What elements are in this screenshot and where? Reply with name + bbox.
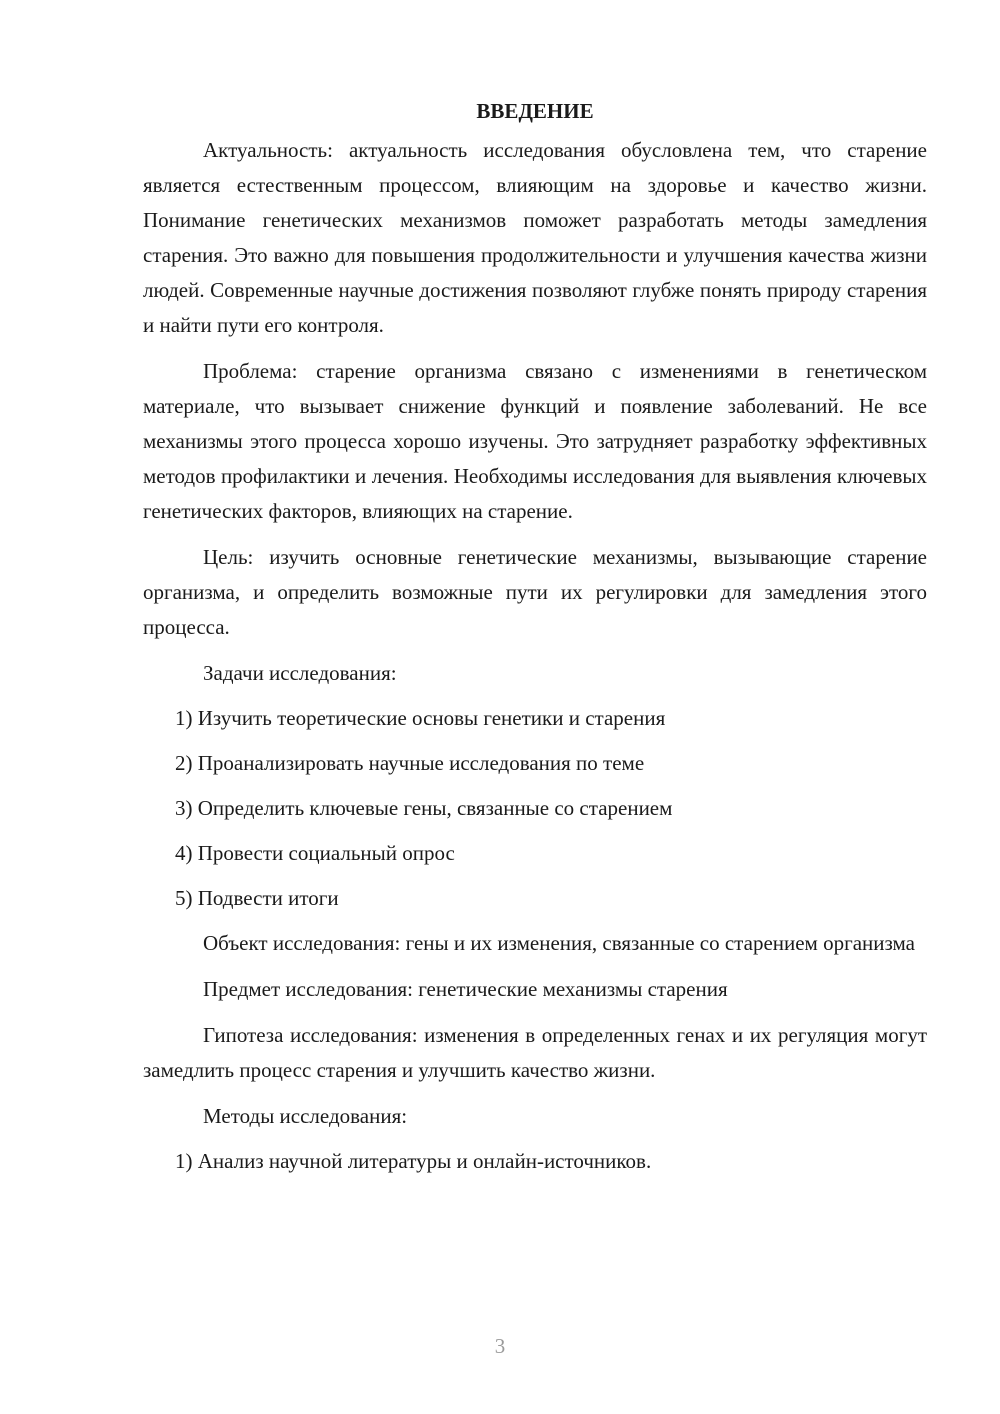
- relevance-paragraph: Актуальность: актуальность исследования обусловлена тем, что старение является естественным процессом, влияющим на здоровье и качество жизни. Понимание генетических механизмов поможет разработать методы замедления старения. Это важно для повышения продолжительности и улучшения качества жизни людей. Современные научные достижения позволяют глубже понять природу старения и найти пути его контроля.: [143, 138, 927, 337]
- task-item: 5) Подвести итоги: [175, 886, 339, 910]
- document-page: [143, 98, 927, 1189]
- task-item: 2) Проанализировать научные исследования по теме: [175, 751, 645, 775]
- goal-paragraph: Цель: изучить основные генетические механизмы, вызывающие старение организма, и определить возможные пути их регулировки для замедления этого процесса.: [143, 545, 927, 639]
- task-item: 3) Определить ключевые гены, связанные со старением: [175, 796, 673, 820]
- problem-paragraph: Проблема: старение организма связано с изменениями в генетическом материале, что вызывает снижение функций и появление заболеваний. Не все механизмы этого процесса хорошо изучены. Это затрудняет разработку эффективных методов профилактики и лечения. Необходимы исследования для выявления ключевых генетических факторов, влияющих на старение.: [143, 359, 927, 523]
- tasks-list: [143, 701, 927, 916]
- method-item: 1) Анализ научной литературы и онлайн-источников.: [175, 1149, 652, 1173]
- task-item: 1) Изучить теоретические основы генетики и старения: [175, 706, 666, 730]
- subject-paragraph: Предмет исследования: генетические механизмы старения: [203, 977, 728, 1001]
- section-title: ВВЕДЕНИЕ: [476, 99, 594, 123]
- page-number: 3: [494, 1334, 506, 1358]
- methods-list: [143, 1144, 927, 1179]
- methods-heading: Методы исследования:: [203, 1104, 408, 1128]
- hypothesis-paragraph: Гипотеза исследования: изменения в определенных генах и их регуляция могут замедлить процесс старения и улучшить качество жизни.: [143, 1023, 927, 1082]
- task-item: 4) Провести социальный опрос: [175, 841, 455, 865]
- object-paragraph: Объект исследования: гены и их изменения, связанные со старением организма: [203, 931, 915, 955]
- tasks-heading: Задачи исследования:: [203, 661, 397, 685]
